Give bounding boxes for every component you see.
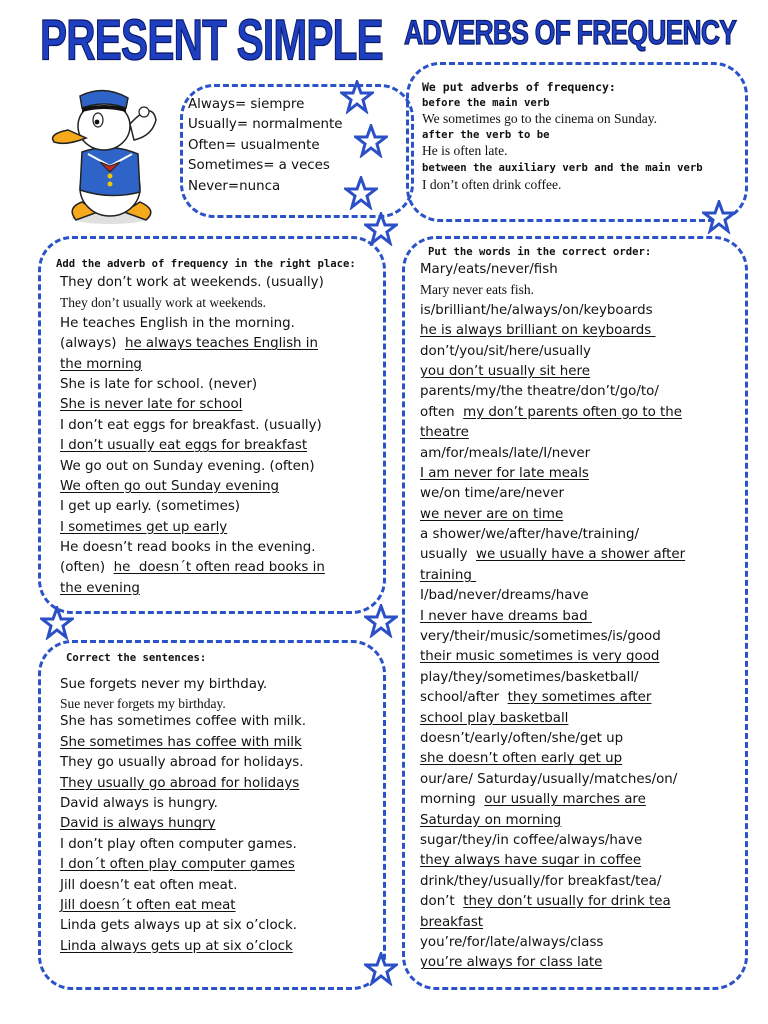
vocab-item: Sometimes= a veces (188, 158, 330, 174)
exercise-line: we/on time/are/never (420, 486, 564, 502)
donald-duck-illustration (48, 80, 176, 230)
exercise-line: I get up early. (sometimes) (60, 499, 241, 515)
exercise-answer: I don’t usually eat eggs for breakfast (60, 438, 308, 454)
vocab-item: Usually= normalmente (188, 117, 343, 133)
vocab-item: Never=nunca (188, 178, 281, 194)
exercise-line (60, 334, 325, 354)
exercise-answer: I don´t often play computer games (60, 857, 295, 873)
exercise-answer: They usually go abroad for holidays (60, 775, 300, 791)
exercise-line: Linda gets always up at six o’clock. (60, 918, 298, 934)
exercise-answer: Jill doesn´t often eat meat (60, 897, 236, 913)
exercise-line: drink/they/usually/for breakfast/tea/ (420, 873, 662, 889)
exercise-line (420, 790, 685, 810)
exercise-answer: Saturday on morning (420, 812, 562, 828)
exercise-answer: he always teaches English in (124, 336, 319, 352)
exercise-answer: he doesn´t often read books in (113, 560, 325, 576)
exercise-cue: don’t (420, 894, 464, 910)
star-icon (364, 604, 398, 638)
exercise-line: He doesn’t read books in the evening. (60, 540, 316, 556)
star-icon (340, 80, 374, 114)
exercise-line: He teaches English in the morning. (60, 315, 295, 331)
exercise-line (420, 545, 685, 565)
exercise-line: you’re/for/late/always/class (420, 934, 604, 950)
exercise-line: Jill doesn’t eat often meat. (60, 877, 238, 893)
star-icon (364, 952, 398, 986)
exercise-line: a shower/we/after/have/training/ (420, 527, 639, 543)
exercise-answer: I am never for late meals (420, 465, 589, 481)
exercise-answer: our usually marches are (484, 792, 646, 808)
exercise-answer: training (420, 567, 477, 583)
exercise-line: I/bad/never/dreams/have (420, 588, 589, 604)
exercise-answer: school play basketball (420, 710, 569, 726)
exercise-line (420, 688, 685, 708)
exercise-answer: Linda always gets up at six o’clock (60, 938, 293, 954)
exercise-cue: morning (420, 792, 485, 808)
star-icon (344, 176, 378, 210)
star-icon (40, 606, 74, 640)
exercise-answer: I sometimes get up early (60, 519, 228, 535)
exercise-answer: they don’t usually for drink tea (463, 894, 671, 910)
exercise-line: We go out on Sunday evening. (often) (60, 458, 315, 474)
page-title: PRESENT SIMPLE (40, 9, 383, 73)
exercise-line: don’t/you/sit/here/usually (420, 343, 591, 359)
exercise-answer: She is never late for school (60, 397, 243, 413)
exercise-cue: school/after (420, 690, 508, 706)
page-subtitle: ADVERBS OF FREQUENCY (404, 14, 737, 52)
exercise-answer: their music sometimes is very good (420, 649, 660, 665)
exercise-line: I don’t play often computer games. (60, 836, 297, 852)
exercise-cue: often (420, 404, 464, 420)
exercise-cue: (often) (60, 560, 114, 576)
exercise-answer: they sometimes after (507, 690, 652, 706)
exercise-line: very/their/music/sometimes/is/good (420, 629, 661, 645)
exercise-answer: they always have sugar in coffee (420, 853, 642, 869)
exercise-line: is/brilliant/he/always/on/keyboards (420, 302, 653, 318)
exercise-line: Sue never forgets my birthday. (60, 696, 226, 712)
exercise-answer: you don’t usually sit here (420, 363, 590, 379)
exercise-cue: (always) (60, 336, 125, 352)
exercise-line: Sue forgets never my birthday. (60, 677, 268, 692)
exercise-answer: he is always brilliant on keyboards (420, 323, 656, 339)
exercise-answer: breakfast (420, 914, 484, 930)
exercise-answer: theatre (420, 425, 469, 441)
exercise-line: Mary never eats fish. (420, 282, 534, 298)
exercise-line: Mary/eats/never/fish (420, 262, 558, 277)
exercise-line (420, 892, 685, 912)
star-icon (702, 200, 736, 234)
exercise-answer: We often go out Sunday evening (60, 478, 279, 494)
exercise-line: They don’t work at weekends. (usually) (60, 275, 324, 290)
rule-label: before the main verb (422, 97, 550, 109)
exercise-answer: the morning (60, 356, 142, 372)
vocab-item: Often= usualmente (188, 137, 320, 153)
exercise-heading: Put the words in the correct order: (428, 246, 652, 258)
rule-label: after the verb to be (422, 129, 550, 141)
exercise-line: sugar/they/in coffee/always/have (420, 832, 643, 848)
exercise-line: David always is hungry. (60, 795, 218, 811)
exercise-answer: my don’t parents often go to the (463, 404, 682, 420)
exercise-heading: Correct the sentences: (66, 652, 207, 664)
exercise-line: parents/my/the theatre/don’t/go/to/ (420, 384, 659, 400)
rule-example: We sometimes go to the cinema on Sunday. (422, 111, 657, 126)
exercise-answer: I never have dreams bad (420, 608, 592, 624)
exercise-line: She is late for school. (never) (60, 376, 258, 392)
exercise-answer: we usually have a shower after (476, 547, 686, 563)
exercise-line: am/for/meals/late/I/never (420, 445, 591, 461)
star-icon (354, 124, 388, 158)
rule-example: He is often late. (422, 143, 508, 158)
exercise-cue: usually (420, 547, 477, 563)
exercise-line: She has sometimes coffee with milk. (60, 714, 307, 730)
vocab-item: Always= siempre (188, 97, 305, 112)
rule-example: I don’t often drink coffee. (422, 177, 562, 192)
exercise-line: They don’t usually work at weekends. (60, 295, 266, 311)
exercise-answer: the evening (60, 580, 140, 596)
exercise-answer: you’re always for class late (420, 955, 603, 971)
rules-heading: We put adverbs of frequency: (422, 80, 616, 94)
exercise-line: doesn’t/early/often/she/get up (420, 730, 624, 746)
exercise-heading: Add the adverb of frequency in the right place: (56, 258, 356, 270)
exercise-line: play/they/sometimes/basketball/ (420, 669, 639, 685)
exercise-line (60, 558, 325, 578)
exercise-line: They go usually abroad for holidays. (60, 755, 304, 771)
rule-label: between the auxiliary verb and the main verb (422, 162, 703, 174)
exercise-answer: She sometimes has coffee with milk (60, 734, 302, 750)
exercise-answer: she doesn’t often early get up (420, 751, 623, 767)
exercise-line: I don’t eat eggs for breakfast. (usually) (60, 417, 322, 433)
exercise-line (420, 403, 685, 423)
exercise-answer: we never are on time (420, 506, 564, 522)
exercise-answer: David is always hungry (60, 816, 216, 832)
star-icon (364, 212, 398, 246)
exercise-line: our/are/ Saturday/usually/matches/on/ (420, 771, 678, 787)
